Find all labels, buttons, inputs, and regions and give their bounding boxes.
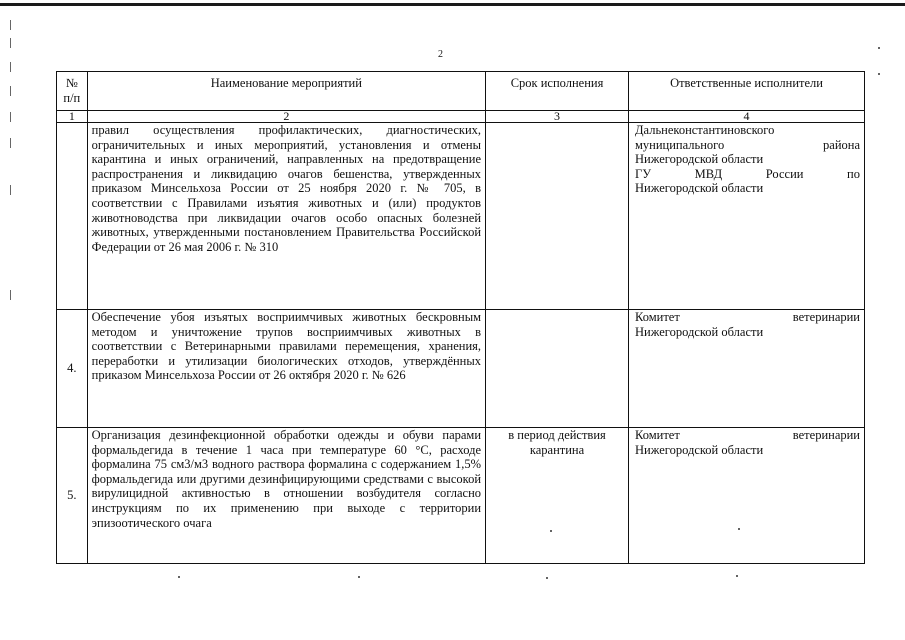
deadline: в период действия карантина [486,428,629,564]
responsible-line: Комитет ветеринарии [635,428,860,442]
responsible-line: муниципального района [635,137,860,152]
responsible-line: ГУ МВД России по [635,166,860,181]
header-number: № п/п [57,72,88,111]
column-number: 3 [486,111,629,123]
row-number: 5. [57,428,88,564]
column-number: 4 [629,111,865,123]
scan-speck [546,577,548,579]
scan-speck [878,47,880,49]
measure-name: Организация дезинфекционной обработки одежды и обуви парами формальдегида в течение 1 часа при температуре 60 °С, расходе формалина 75 см3/м3 водного раствора формалина с содержанием 1,5% формальдегида или другими дезинфицирующими средствами с высокой вирулицидной активностью в отношении возбудителя согласно инструкциям по их применению при выходе с территории эпизоотического очага [87,428,485,564]
column-number: 1 [57,111,88,123]
top-border-rule [0,3,905,6]
scan-speck [736,575,738,577]
header-responsible: Ответственные исполнители [629,72,865,111]
deadline [486,310,629,428]
responsible-line: Нижегородской области [635,324,764,339]
header-deadline: Срок исполнения [486,72,629,111]
responsible-line: Нижегородской области [635,181,764,196]
table-row [57,123,865,310]
scan-speck [738,528,740,530]
row-number: 4. [57,310,88,428]
responsible-executors [629,428,865,564]
table-header-row [57,72,865,111]
scan-speck [358,576,360,578]
measures-table [56,71,865,564]
scan-speck [550,530,552,532]
deadline [486,123,629,310]
scan-speck [178,576,180,578]
responsible-executors [629,123,865,310]
column-number: 2 [87,111,485,123]
table-row [57,428,865,564]
responsible-line: Комитет ветеринарии [635,310,860,324]
row-number [57,123,88,310]
responsible-executors [629,310,865,428]
responsible-line: Нижегородской области [635,442,764,457]
measure-name: Обеспечение убоя изъятых восприимчивых животных бескровным методом и уничтожение трупов восприимчивых животных в соответствии с Ветеринарными правилами перемещения, хранения, переработки и утилизации биологических отходов, утверждённых приказом Минсельхоза России от 26 октября 2020 г. № 626 [87,310,485,428]
responsible-line: Нижегородской области [635,152,764,167]
measure-name: правил осуществления профилактических, диагностических, ограничительных и иных мероприятий, установления и отмены карантина и иных ограничений, направленных на предотвращение распространения и ликвидацию очагов бешенства, утвержденных приказом Минсельхоза России от 25 ноября 2020 г. № 705, в соответствии с Правилами изъятия животных и (или) продуктов животноводства при ликвидации очагов особо опасных болезней животных, утвержденными постановлением Правительства Российской Федерации от 26 мая 2006 г. № 310 [87,123,485,310]
responsible-line: Дальнеконстантиновского [635,123,775,137]
scan-speck [878,73,880,75]
table-row [57,310,865,428]
header-measure-name: Наименование мероприятий [87,72,485,111]
page-number: 2 [438,49,443,60]
scan-margin-marks [10,20,12,320]
column-number-row [57,111,865,123]
